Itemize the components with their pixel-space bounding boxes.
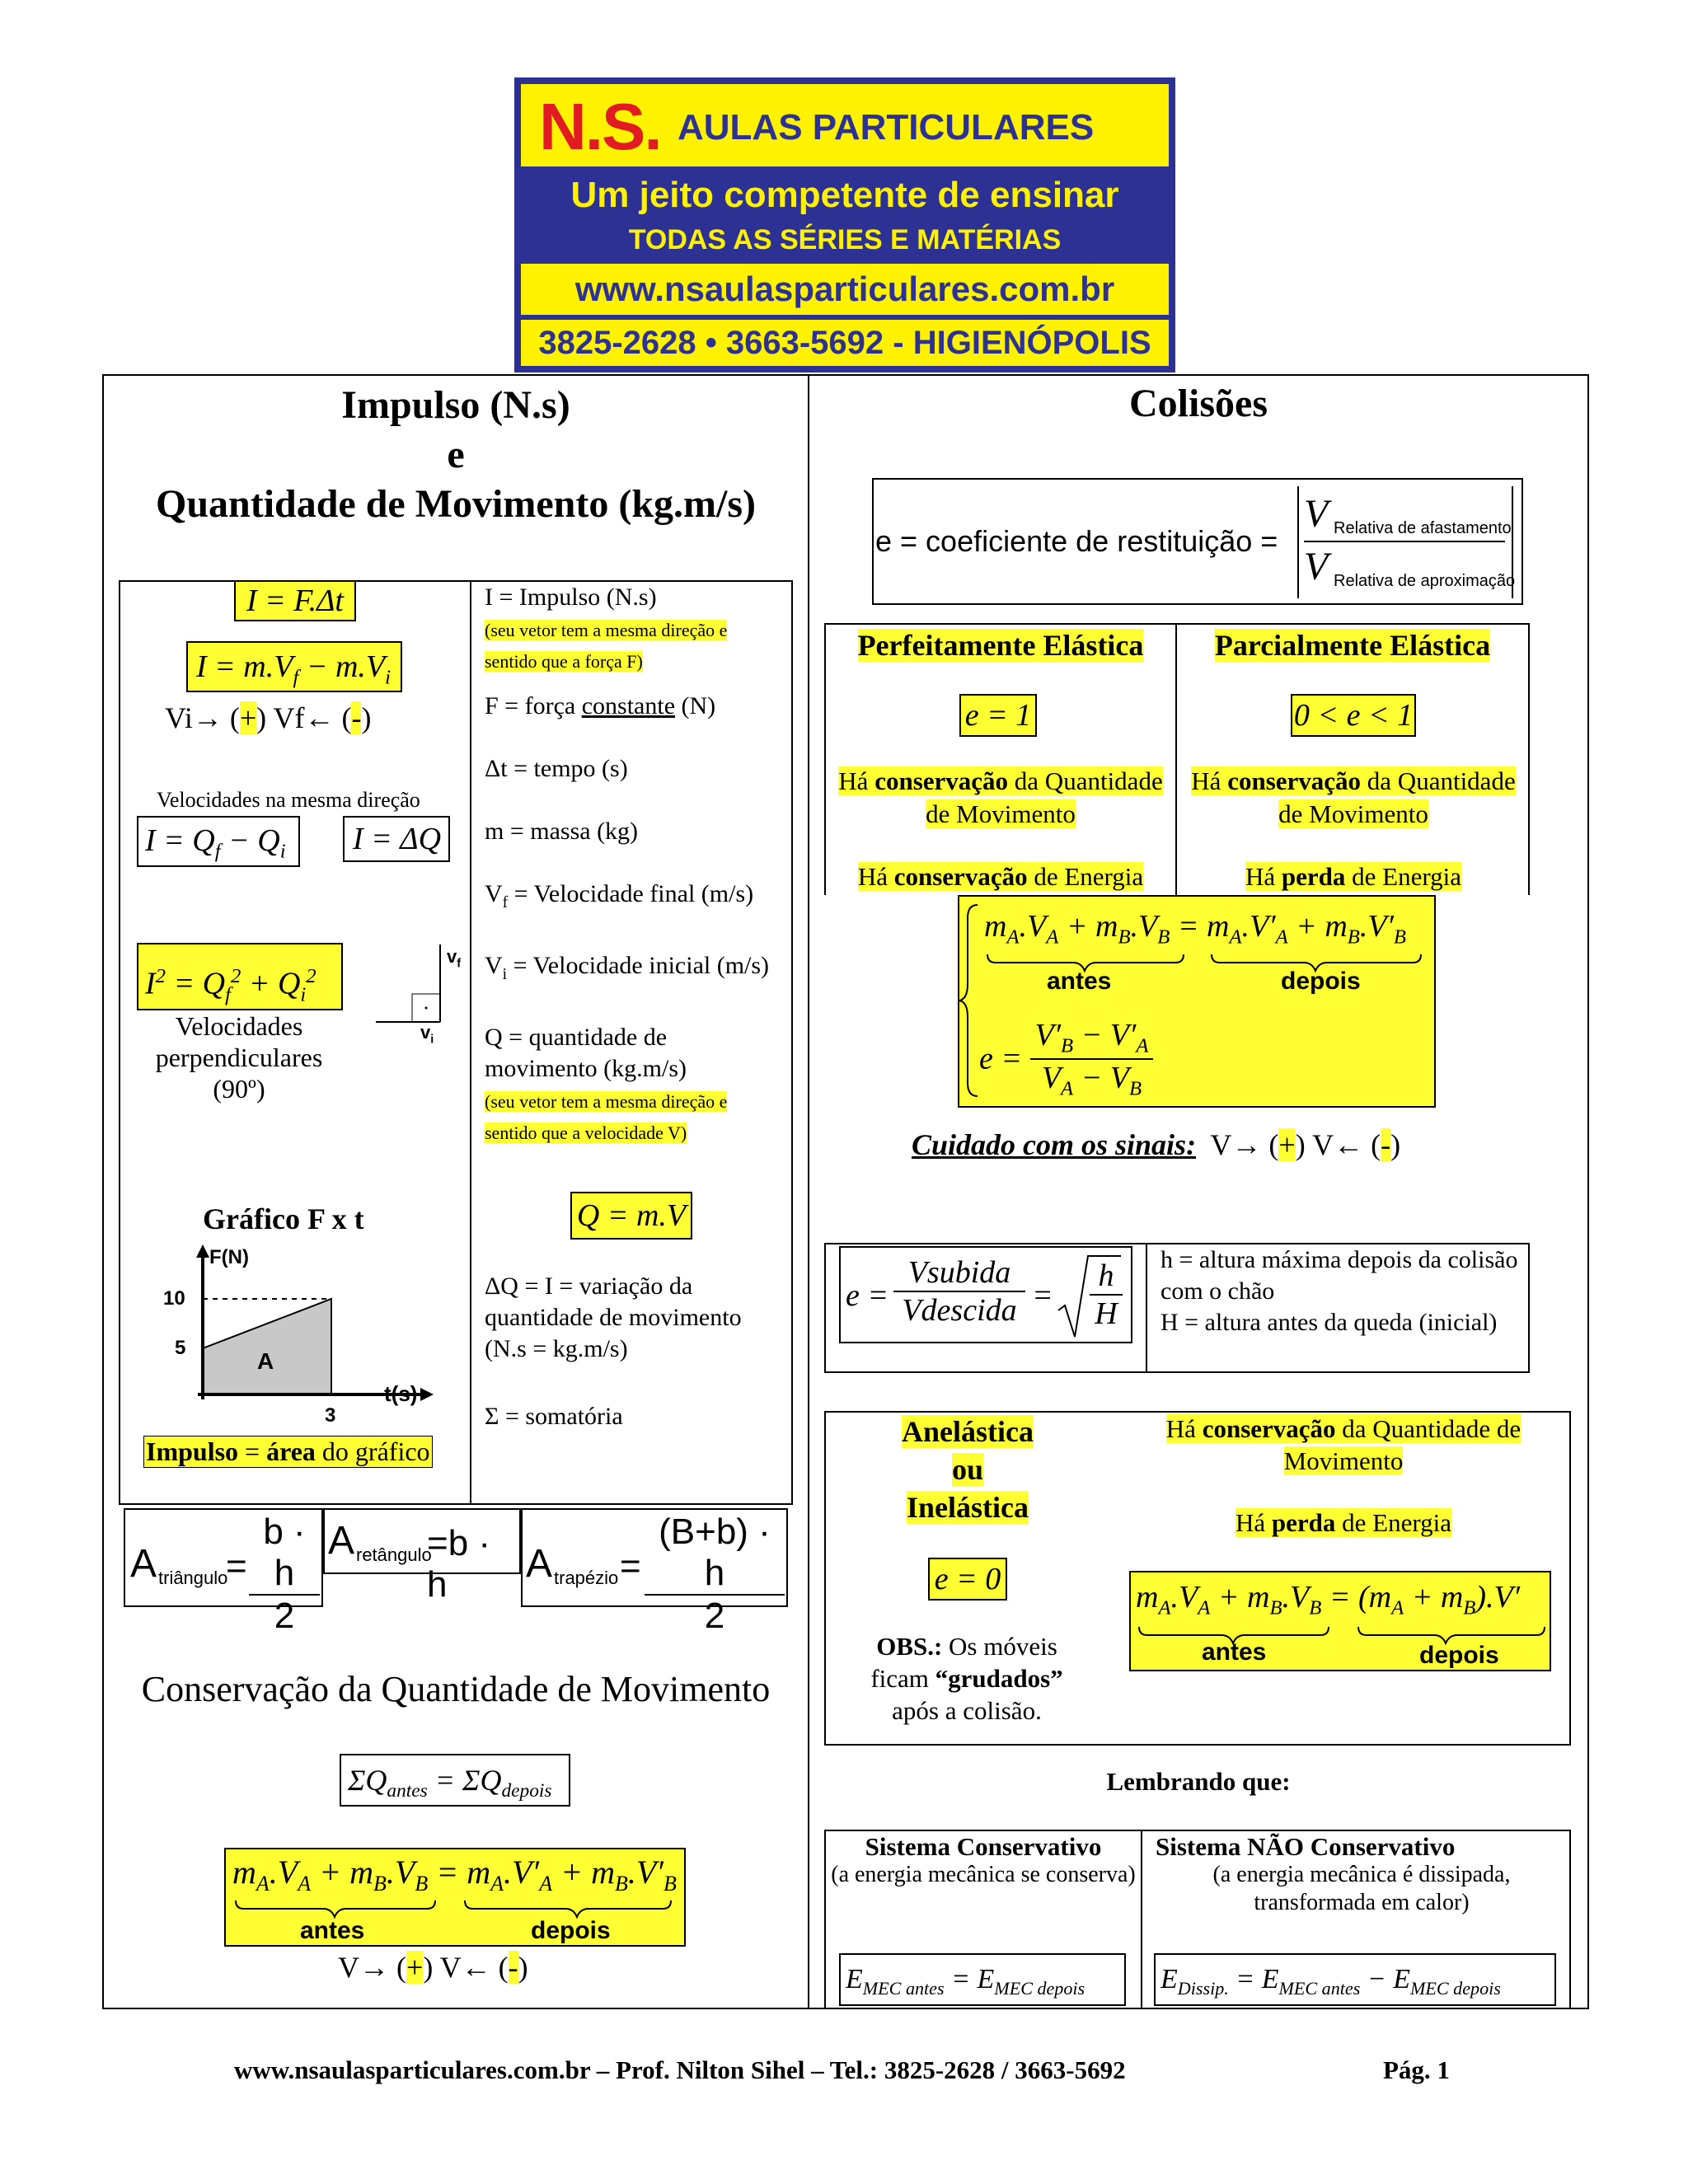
- perf-q3: da Quantidade de Movimento: [926, 766, 1163, 828]
- inel-q1: Há: [1165, 1414, 1203, 1443]
- graph-y-arrow: [196, 1244, 209, 1258]
- brace-depois: [465, 1900, 671, 1917]
- conservation-braces: [232, 1899, 678, 1919]
- parc-en1: Há: [1245, 862, 1282, 891]
- perf-en1: Há: [857, 862, 894, 891]
- perfect-q: [834, 765, 1167, 831]
- perfect-title: Perfeitamente Elástica: [857, 629, 1144, 662]
- height-h: h: [1090, 1258, 1123, 1296]
- area-trap-num: (B+b) · h: [645, 1511, 785, 1596]
- graph-title: Gráfico F x t: [203, 1202, 364, 1235]
- coef-box: [872, 478, 1523, 605]
- vi-label-text: v: [420, 1022, 431, 1043]
- inel-obs1: OBS.:: [876, 1632, 943, 1661]
- banner-series: TODAS AS SÉRIES E MATÉRIAS: [628, 224, 1062, 255]
- careful-text: Cuidado com os sinais:: [912, 1128, 1197, 1161]
- collision-depois: depois: [1281, 968, 1361, 995]
- banner-slogan: Um jeito competente de ensinar: [570, 175, 1119, 215]
- formula-q-diff-text: I = Q: [145, 823, 215, 858]
- height-e: e =: [846, 1278, 889, 1313]
- partial-q: [1187, 765, 1520, 831]
- remember-label: Lembrando que:: [1106, 1767, 1291, 1796]
- cons-formula: $E_{MEC antes} = E_{MEC depois}$: [839, 1953, 1126, 2006]
- H-def: H = altura antes da queda (inicial): [1160, 1309, 1498, 1336]
- def-vf-rest: = Velocidade final (m/s): [508, 880, 754, 907]
- do-grafico: do gráfico: [315, 1436, 430, 1466]
- perpendicular-label: [132, 1010, 346, 1104]
- area-rect-box: [323, 1508, 521, 1605]
- area-rect-rhs: =b · h: [427, 1523, 491, 1605]
- coef-v-num: V: [1304, 492, 1329, 536]
- perp-line2: perpendiculares: [155, 1043, 323, 1072]
- banner-url: www.nsaulasparticulares.com.br: [521, 264, 1169, 315]
- vi-label: $v_i$: [420, 1022, 434, 1047]
- signs2-v1: V→ (: [338, 1951, 406, 1984]
- area-triangle-den: 2: [274, 1596, 295, 1636]
- area-trap-den: 2: [704, 1596, 725, 1636]
- collision-e-frac: $\frac{V'_B - V'_A}{V_A - V_B}$: [1030, 1017, 1154, 1100]
- cons-e: E: [846, 1964, 863, 1994]
- banner-logo: [514, 77, 1175, 373]
- label-depois: depois: [531, 1917, 611, 1944]
- banner-phone: 3825-2628 • 3663-5692 - HIGIENÓPOLIS: [521, 320, 1169, 366]
- formula-q-diff: $I = Q_f - Q_i$: [137, 816, 300, 867]
- left-title: [104, 381, 808, 529]
- perp-line3: (90º): [213, 1074, 265, 1104]
- sigma-sub-antes: antes: [387, 1780, 428, 1802]
- impulse-area-caption: [143, 1436, 433, 1468]
- signs2-line: [338, 1950, 528, 1985]
- right-title: Colisões: [1129, 382, 1268, 425]
- partial-column: [1177, 628, 1528, 663]
- inel-title1: Anelástica: [902, 1415, 1034, 1448]
- area-triangle-num: b · h: [249, 1511, 320, 1596]
- noncons-sub1: Dissip.: [1177, 1977, 1229, 1999]
- height-equals: =: [1032, 1278, 1053, 1313]
- coef-num-sub: Relativa de afastamento: [1334, 519, 1512, 537]
- graph-tick-10: 10: [163, 1287, 185, 1310]
- perf-q2: conservação: [874, 766, 1009, 795]
- def-mass: m = massa (kg): [485, 818, 639, 845]
- partial-energy: [1187, 862, 1520, 892]
- parc-en3: de Energia: [1345, 862, 1461, 891]
- height-velocity-frac: [893, 1254, 1025, 1329]
- sigma-formula: $\Sigma Q_{antes} = \Sigma Q_{depois}$: [340, 1754, 570, 1807]
- same-direction-label: Velocidades na mesma direção: [157, 788, 420, 812]
- inel-obs3: “grudados”: [935, 1664, 1063, 1693]
- graph-area-shape: [203, 1299, 331, 1394]
- careful-plus: +: [1278, 1128, 1296, 1161]
- logo-aulas: AULAS PARTICULARES: [678, 107, 1095, 148]
- def-vi: $V_i$ = Velocidade inicial (m/s): [485, 952, 770, 983]
- inelastic-formula-box: [1129, 1571, 1551, 1671]
- def-force: [485, 691, 781, 722]
- footer-text: www.nsaulasparticulares.com.br – Prof. Nilton Sihel – Tel.: 3825-2628 / 3663-5692: [234, 2055, 1126, 2084]
- def-force-unit: (N): [675, 692, 716, 719]
- partial-e: 0 < e < 1: [1291, 694, 1416, 737]
- sigma-q: ΣQ: [348, 1764, 387, 1797]
- area-trap-box: [521, 1508, 788, 1636]
- def-dt: Δt = tempo (s): [485, 755, 628, 782]
- height-formula: [839, 1246, 1132, 1343]
- inel-obs2: Os móveis ficam: [870, 1632, 1057, 1693]
- collision-e-formula: e = $\frac{V'_B - V'_A}{V_A - V_B}$: [979, 1017, 1153, 1100]
- signs-vi: Vi→ (: [165, 701, 240, 734]
- area-trap-a: A: [526, 1542, 553, 1586]
- careful-v1: V→ (: [1210, 1128, 1279, 1161]
- collision-momentum-formula: $m_A.V_A + m_B.V_B = m_A.V'_A + m_B.V'_B$: [984, 909, 1406, 949]
- title-e: e: [447, 433, 465, 476]
- area-triangle-box: [124, 1508, 323, 1636]
- page-number: Pág. 1: [1383, 2055, 1450, 2084]
- equals: =: [238, 1436, 267, 1466]
- formula-impulse: I = F.Δt: [234, 580, 356, 621]
- def-force-pre: F = força: [485, 692, 582, 719]
- def-dq: ΔQ = I = variação da quantidade de movimento (N.s = kg.m/s): [485, 1272, 742, 1362]
- signs2-v2: ) V← (: [423, 1951, 509, 1984]
- signs-line: [165, 701, 371, 735]
- careful-line: [912, 1127, 1400, 1162]
- coef-den-sub: Relativa de aproximação: [1334, 572, 1516, 590]
- banner-top: [521, 84, 1169, 166]
- height-divider: [1146, 1243, 1147, 1373]
- inelastic-formula: $m_A.V_A + m_B.V_B = (m_A + m_B).V'$: [1136, 1580, 1521, 1619]
- inel-title2: ou: [951, 1453, 984, 1486]
- area-trap-eq: =: [620, 1546, 641, 1586]
- noncons-title: Sistema NÃO Conservativo: [1156, 1832, 1456, 1861]
- formula-impulse-mv: $I = m.V_f - m.V_i$: [186, 641, 402, 692]
- conservation-title: Conservação da Quantidade de Movimento: [141, 1669, 771, 1709]
- system-brace-path: [959, 905, 978, 1096]
- def-vi-v: V: [485, 952, 503, 979]
- column-divider: [808, 374, 809, 2009]
- area-triangle-a: A: [130, 1542, 157, 1586]
- parc-en2: perda: [1281, 862, 1346, 891]
- graph-area-label: A: [257, 1348, 274, 1374]
- careful-v2: ) V← (: [1295, 1128, 1381, 1161]
- right-angle-dot: [425, 1007, 428, 1010]
- careful-end: ): [1390, 1128, 1401, 1161]
- nonconservative-col: [1156, 1833, 1568, 1917]
- inelastic-energy: [1137, 1508, 1550, 1538]
- cons-title: Sistema Conservativo: [865, 1832, 1102, 1861]
- inel-en3: de Energia: [1335, 1508, 1451, 1537]
- perfect-e: e = 1: [959, 694, 1037, 737]
- partial-title: Parcialmente Elástica: [1214, 629, 1491, 662]
- parc-q1: Há: [1191, 766, 1228, 795]
- noncons-sub3: MEC depois: [1410, 1977, 1501, 1999]
- perf-q1: Há: [838, 766, 875, 795]
- careful-minus: -: [1381, 1128, 1391, 1161]
- signs-end: ): [361, 701, 372, 734]
- inel-title3: Inelástica: [907, 1491, 1029, 1524]
- elastic-table: [824, 623, 1530, 895]
- logo-ns: N.S.: [539, 90, 661, 163]
- definitions-list: [485, 582, 781, 1147]
- vf-label-text: v: [447, 946, 457, 967]
- signs-plus: +: [239, 701, 257, 734]
- graph-axis-f: F(N): [209, 1246, 249, 1268]
- inelastic-obs: [847, 1630, 1086, 1727]
- abs-bar-left: [1297, 486, 1299, 598]
- collision-system-box: [958, 895, 1436, 1108]
- elastic-divider: [1175, 623, 1177, 895]
- impulse-word: Impulso: [146, 1436, 239, 1466]
- graph-x-arrow: [420, 1388, 434, 1401]
- def-q: Q = quantidade de movimento (kg.m/s): [485, 1024, 687, 1082]
- formula-delta-q: I = ΔQ: [343, 816, 450, 862]
- vf-label: $v_f$: [447, 946, 462, 971]
- formula-q: Q = m.V: [570, 1192, 692, 1240]
- cons-sub2: MEC depois: [994, 1977, 1085, 1999]
- inel-q3: da Quantidade de Movimento: [1283, 1414, 1522, 1475]
- inelastic-e: e = 0: [928, 1558, 1007, 1601]
- coef-frac-line: [1304, 541, 1505, 542]
- noncons-desc: (a energia mecânica é dissipada, transformada em calor): [1212, 1862, 1511, 1915]
- area-word: área: [266, 1436, 316, 1466]
- def-vf: $V_f$ = Velocidade final (m/s): [485, 880, 754, 912]
- def-impulse: I = Impulso (N.s): [485, 583, 657, 611]
- height-H: H: [1095, 1296, 1118, 1331]
- signs2-minus: -: [508, 1951, 518, 1984]
- sigma-sub-depois: depois: [501, 1780, 552, 1802]
- h-def: h = altura máxima depois da colisão com o chão: [1160, 1246, 1518, 1305]
- def-q-note: (seu vetor tem a mesma direção e sentido que a velocidade V): [485, 1091, 728, 1143]
- height-vsubida: Vsubida: [893, 1254, 1025, 1292]
- signs-minus: -: [351, 701, 362, 734]
- area-triangle-frac: [249, 1511, 320, 1637]
- area-rect-a: A: [328, 1519, 355, 1563]
- height-vdescida: Vdescida: [902, 1293, 1017, 1328]
- title-impulso: Impulso (N.s): [341, 383, 570, 427]
- parc-q2: conservação: [1227, 766, 1362, 795]
- height-defs: [1160, 1244, 1523, 1338]
- inel-depois: depois: [1419, 1642, 1499, 1669]
- area-trap-frac: [645, 1511, 785, 1637]
- inel-obs4: após a colisão.: [892, 1696, 1042, 1725]
- definitions-divider: [470, 580, 471, 1505]
- cons-desc: (a energia mecânica se conserva): [831, 1862, 1136, 1887]
- inelastic-title: [836, 1413, 1100, 1526]
- formula-perpendicular: $I^2 = Q_f^2 + Q_i^2$: [137, 943, 343, 1010]
- def-impulse-note: (seu vetor tem a mesma direção e sentido que a força F): [485, 620, 728, 672]
- area-rect-sub: retângulo: [356, 1544, 432, 1565]
- def-sigma: Σ = somatória: [485, 1403, 623, 1430]
- signs2-plus: +: [406, 1951, 424, 1984]
- graph-axis-t: t(s): [384, 1381, 418, 1406]
- def-force-constant: constante: [581, 692, 676, 719]
- inel-brace-depois: [1358, 1627, 1545, 1643]
- collision-antes: antes: [1047, 968, 1112, 995]
- coef-label: e = coeficiente de restituição =: [875, 524, 1278, 558]
- perp-line1: Velocidades: [175, 1011, 303, 1041]
- signs2-end: ): [518, 1951, 528, 1984]
- signs-vf: ) Vf← (: [256, 701, 352, 734]
- inelastic-q: [1137, 1413, 1550, 1477]
- cons-sub1: MEC antes: [862, 1977, 945, 1999]
- systems-divider: [1141, 1830, 1142, 2009]
- perf-en3: de Energia: [1027, 862, 1144, 891]
- noncons-formula: $E_{Dissip.} = E_{MEC antes} - E_{MEC depois}$: [1154, 1953, 1556, 2006]
- conservation-formula-box: [224, 1848, 686, 1947]
- area-triangle-eq: =: [226, 1546, 247, 1586]
- inel-antes: antes: [1202, 1638, 1267, 1666]
- inel-q2: conservação: [1202, 1414, 1336, 1443]
- brace-antes: [236, 1900, 435, 1917]
- area-triangle-sub: triângulo: [158, 1568, 228, 1588]
- def-vi-rest: = Velocidade inicial (m/s): [507, 952, 770, 979]
- perfect-column: [826, 628, 1175, 663]
- noncons-sub2: MEC antes: [1278, 1977, 1361, 1999]
- def-vf-v: V: [485, 880, 503, 907]
- coef-v-den: V: [1304, 545, 1329, 588]
- graph-tick-5: 5: [175, 1337, 186, 1359]
- conservative-col: [826, 1833, 1141, 1889]
- label-antes: antes: [300, 1917, 365, 1944]
- inel-en2: perda: [1271, 1508, 1336, 1537]
- formula-impulse-mv-text: I = m.V: [196, 649, 293, 684]
- title-quantidade: Quantidade de Movimento (kg.m/s): [155, 482, 756, 526]
- inel-en1: Há: [1236, 1508, 1272, 1537]
- height-h-frac: [1090, 1258, 1123, 1332]
- conservation-formula: $m_A.V_A + m_B.V_B = m_A.V'_A + m_B.V'_B$: [232, 1854, 677, 1896]
- perf-en2: conservação: [893, 862, 1028, 891]
- perfect-energy: [834, 862, 1167, 892]
- parc-q3: da Quantidade de Movimento: [1278, 766, 1516, 828]
- graph-tick-3: 3: [325, 1404, 336, 1427]
- area-trap-sub: trapézio: [554, 1568, 619, 1588]
